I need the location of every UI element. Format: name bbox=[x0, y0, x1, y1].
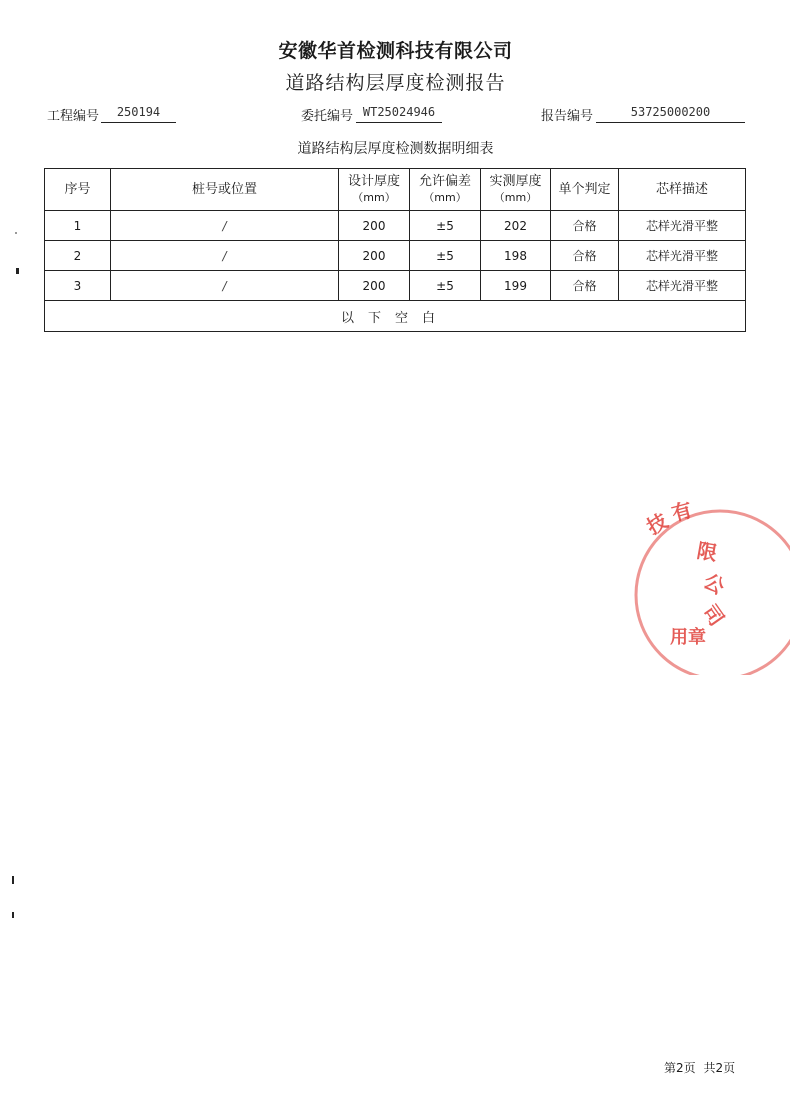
cell-description: 芯样光滑平整 bbox=[619, 241, 746, 271]
header-judgement: 单个判定 bbox=[551, 169, 619, 211]
header-measured-unit: （mm） bbox=[493, 190, 538, 204]
cell-seq: 3 bbox=[45, 271, 111, 301]
table-header-row bbox=[45, 169, 746, 211]
header-design-unit: （mm） bbox=[352, 190, 396, 204]
report-number-label: 报告编号 bbox=[541, 109, 594, 124]
thickness-data-table bbox=[44, 168, 746, 332]
scan-mark bbox=[12, 912, 14, 918]
header-design-line1: 设计厚度 bbox=[347, 173, 400, 189]
header-measured-line1: 实测厚度 bbox=[489, 173, 542, 189]
header-measured-thickness bbox=[481, 169, 551, 211]
svg-text:有: 有 bbox=[669, 497, 695, 526]
table-title: 道路结构层厚度检测数据明细表 bbox=[297, 141, 494, 157]
seal-icon bbox=[630, 495, 790, 675]
header-tolerance-line1: 允许偏差 bbox=[418, 173, 471, 189]
company-name: 安徽华首检测科技有限公司 bbox=[278, 40, 513, 62]
header-design-thickness bbox=[339, 169, 410, 211]
scan-mark bbox=[12, 876, 14, 884]
header-station: 桩号或位置 bbox=[111, 169, 339, 211]
cell-judgement: 合格 bbox=[551, 271, 619, 301]
scan-mark bbox=[15, 232, 17, 234]
table-row bbox=[45, 211, 746, 241]
table-row bbox=[45, 271, 746, 301]
header-tolerance-unit: （mm） bbox=[423, 190, 467, 204]
project-number-value: 250194 bbox=[101, 105, 176, 123]
svg-text:限: 限 bbox=[695, 538, 719, 566]
commission-number-value: WT25024946 bbox=[356, 105, 442, 123]
cell-station: / bbox=[111, 241, 339, 271]
cell-judgement: 合格 bbox=[551, 241, 619, 271]
cell-judgement: 合格 bbox=[551, 211, 619, 241]
cell-design: 200 bbox=[339, 271, 410, 301]
scan-mark bbox=[16, 268, 19, 274]
cell-tolerance: ±5 bbox=[410, 271, 481, 301]
commission-number-label: 委托编号 bbox=[301, 109, 354, 124]
header-seq: 序号 bbox=[45, 169, 111, 211]
cell-description: 芯样光滑平整 bbox=[619, 271, 746, 301]
cell-description: 芯样光滑平整 bbox=[619, 211, 746, 241]
page-number: 第2页 共2页 bbox=[664, 1061, 736, 1075]
cell-tolerance: ±5 bbox=[410, 211, 481, 241]
table-footer-row bbox=[45, 301, 746, 332]
cell-station: / bbox=[111, 271, 339, 301]
header-description: 芯样描述 bbox=[619, 169, 746, 211]
cell-tolerance: ±5 bbox=[410, 241, 481, 271]
company-seal bbox=[630, 495, 790, 675]
project-number-label: 工程编号 bbox=[47, 109, 100, 124]
table-row bbox=[45, 241, 746, 271]
cell-design: 200 bbox=[339, 241, 410, 271]
report-title: 道路结构层厚度检测报告 bbox=[285, 72, 506, 94]
cell-design: 200 bbox=[339, 211, 410, 241]
cell-measured: 202 bbox=[481, 211, 551, 241]
cell-seq: 1 bbox=[45, 211, 111, 241]
cell-seq: 2 bbox=[45, 241, 111, 271]
cell-measured: 199 bbox=[481, 271, 551, 301]
header-tolerance bbox=[410, 169, 481, 211]
svg-text:司: 司 bbox=[697, 600, 730, 631]
cell-measured: 198 bbox=[481, 241, 551, 271]
svg-text:公: 公 bbox=[699, 568, 729, 600]
svg-text:技: 技 bbox=[642, 508, 672, 540]
report-number-value: 53725000200 bbox=[596, 105, 745, 123]
cell-station: / bbox=[111, 211, 339, 241]
blank-below-note: 以下空白 bbox=[45, 301, 746, 332]
svg-text:用章: 用章 bbox=[670, 627, 706, 648]
